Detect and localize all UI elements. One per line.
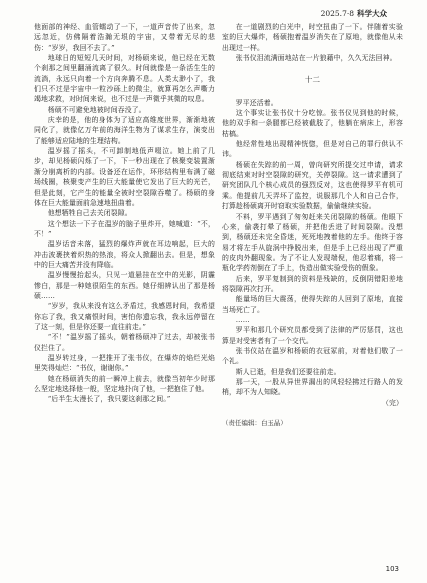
paragraph: 张书仪泪流满面地站在一片狼藉中，久久无法回神。 bbox=[235, 54, 397, 63]
left-column bbox=[34, 22, 215, 405]
paragraph: 她在杨硕消失的前一瞬冲上前去，就像当初年少时那么坚定地选择他一般，坚定地扑向了他，一把抱住了他。 bbox=[34, 374, 215, 394]
paragraph: “岁岁，我从来没有这么矛盾过，我感恩时间，我希望你忘了我，我又痛恨时间，害怕你遗忘我，我永远停留在了这一刻，但是你还要一直往前走。” bbox=[34, 302, 215, 331]
paragraph: 杨硕在失踪的前一周，曾向研究所提交过申请，请求彻底结束对时空裂隙的研究，关停裂隙。这一请求遭到了研究团队几个核心成员的强烈反对，这也使得罗平有机可乘。他提前几天弄坏了监控，说服那几个人和自己合作，打算趁杨硕离开时窃取实验数据，偷偷继续实验。 bbox=[222, 160, 403, 211]
end-mark: （完） bbox=[382, 398, 403, 407]
issue-date: 2025.7·8 bbox=[320, 9, 354, 18]
paragraph: 那一天，一股从异世界漏出的风轻轻拂过行路人的发梢，却不为人知晓。 bbox=[222, 378, 403, 397]
paragraph: 斯人已逝，但是我们还要往前走。 bbox=[235, 367, 341, 376]
paragraph: 不料，罗平遇到了匆匆赶来关闭裂隙的杨硕。他眼下心来，偷袭打晕了杨硕，并把他丢进了时间裂隙。没想到，杨硕还未完全昏迷，死死地拽着他的左手。他终于容易才将左手从旋涡中挣脱出来，但是手上已经出现了严重的皮肉外翻现象。为了不让人发现端倪，他忍着痛，将一瓶化学药剂倒在了手上，伪造出做实验受伤的假象。 bbox=[222, 212, 403, 273]
paragraph: “后半生太漫长了，我只要这刹那之间。” bbox=[47, 395, 171, 404]
spacer bbox=[222, 408, 403, 418]
ellipsis-line: …… bbox=[235, 315, 250, 324]
paragraph: 后来，罗平复制到的资料是残缺的，反倒阴错阳差地将裂隙再次打开。 bbox=[222, 274, 403, 293]
paragraph: 他面部的神经、血管蠕动了一下，一道声音传了出来，忽远忽近，仿佛隔着浩瀚无垠的宇宙，又带着无尽的悲伤：“岁岁，我回不去了。” bbox=[34, 23, 215, 52]
paragraph: 罗平还活着。 bbox=[235, 98, 278, 107]
paragraph: 温岁话音未落，猛烈的爆炸声就在耳边响起，巨大的冲击波裹挟着炽热的热浪，将众人掀翻出去。但是，想象中的巨大痛苦并没有降临。 bbox=[34, 240, 215, 269]
page-number: 103 bbox=[385, 565, 399, 573]
paragraph: 庆幸的是，他的身体为了适应高维度世界，渐渐地被同化了，就像亿万年前的海洋生物为了谋求生存，演变出了能够适应陆地的生理结构。 bbox=[34, 116, 215, 145]
editor-credit: （责任编辑：白玉晶） bbox=[222, 419, 287, 428]
paragraph: 张书仪站在温岁和杨硕的衣冠冢前，对着他们敬了一个礼。 bbox=[222, 346, 403, 366]
paragraph: 杨硕不可避免地被时间吞没了。 bbox=[47, 105, 146, 114]
paragraph: 这个想法一下子在温岁的脑子里炸开，她喊道：“不，不！” bbox=[34, 219, 215, 238]
paragraph: 他经常性地出现精神恍惚，但是对自己的罪行供认不讳。 bbox=[222, 140, 403, 159]
paragraph: 温岁摇了摇头，不可卸制地低声啜泣。她上前了几步，却见杨硕闪烁了一下，下一秒出现在了核聚变装置渐渐分崩离析的内部。设备还在运作，环形结构里布满了磁场线圈，核聚变产生的巨大能量使它发出了巨大的光芒，但是此刻，它产生的能量全被时空裂隙吞噬了。杨硕的身体在巨大能量面前急速地扭曲着。 bbox=[34, 147, 215, 207]
chapter-heading: 十二 bbox=[304, 75, 321, 85]
page-header bbox=[321, 8, 387, 19]
paragraph: 能量场的巨大震荡，使得失踪的人回到了原地，直接当场死亡了。 bbox=[222, 295, 403, 314]
paragraph: 温岁慢慢抬起头，只见一道悬挂在空中的光影，阴霾惨白，那是一种她很陌生的东西。她仔细辨认出了那是杨硕…… bbox=[34, 271, 215, 300]
paragraph: 这个事实让张书仪十分吃惊。张书仪见到他的时候，他的双手和一条腿都已经被截肢了，他躺在病床上，形容枯槁。 bbox=[222, 109, 403, 138]
paragraph: 温岁转过身，一把推开了张书仪，在爆炸的焰烂光焰里笑得灿烂：“书仪，谢谢你。” bbox=[34, 354, 215, 373]
paragraph: 在一道剧烈的白光中，时空扭曲了一下。伴随着实验室的巨大爆炸，杨硕抱着温岁消失在了原地，就像他从未出现过一样。 bbox=[222, 23, 403, 52]
paragraph: “不！”温岁摇了摇头，朝着杨硕冲了过去，却被张书仪拦住了。 bbox=[34, 333, 215, 352]
paragraph: 他想牺牲自己去关闭裂隙。 bbox=[47, 209, 132, 218]
right-column bbox=[222, 22, 403, 428]
paragraph: 地球日的短短几天时间，对杨硕来说，他已经在无数个刹那之间里翻涌流离了很久。时间就像是一条活生生的流淌，永远只向着一个方向奔腾不息。人类太渺小了，我们只不过是宇宙中一粒沙砾上的微尘，就算再怎么声嘶力竭地求救，对时间来说，也不过是一声微乎其微的叹息。 bbox=[34, 54, 215, 104]
paragraph: 罗平和那几个研究员都受到了法律的严厉惩罚，这也算是对受害者有了一个交代。 bbox=[222, 326, 403, 345]
magazine-name: 科学大众 bbox=[357, 9, 387, 18]
